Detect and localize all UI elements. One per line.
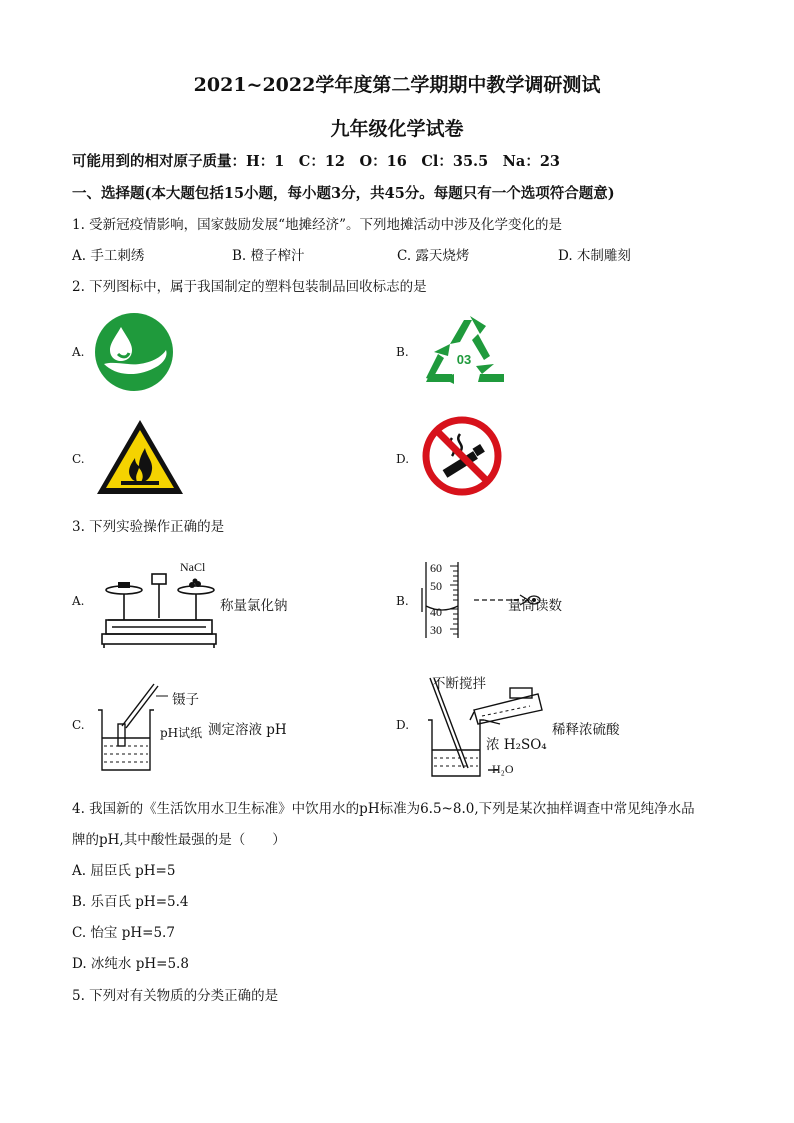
water-saving-icon [94, 312, 174, 392]
paper-title: 2021~2022学年度第二学期期中教学调研测试 [193, 74, 601, 96]
q1-option-b: B. 橙子榨汁 [232, 248, 305, 264]
cylinder-tick-40: 40 [430, 605, 442, 619]
balance-scale-diagram [98, 568, 218, 650]
q1-option-a: A. 手工刺绣 [72, 248, 145, 264]
cylinder-tick-30: 30 [430, 623, 442, 637]
q2-label-d: D. [396, 452, 410, 466]
q4-option-c: C. 怡宝 pH=5.7 [72, 925, 175, 941]
plastic-recycle-icon [420, 312, 508, 390]
q3-d-stir-label: 不断搅拌 [432, 676, 486, 692]
cylinder-tick-60: 60 [430, 561, 442, 575]
q3-label-a: A. [72, 594, 85, 608]
ph-test-beaker-diagram [94, 680, 164, 776]
q3-d-acid-label: 浓 H₂SO₄ [486, 737, 547, 753]
q3-c-caption: 测定溶液 pH [208, 722, 287, 738]
q3-d-water-label: H₂O [492, 762, 514, 776]
q2-stem: 2. 下列图标中，属于我国制定的塑料包装制品回收标志的是 [72, 279, 427, 295]
q3-label-b: B. [396, 594, 409, 608]
flammable-warning-icon [95, 418, 185, 496]
atomic-masses: 可能用到的相对原子质量：H：1 C：12 O：16 Cl：35.5 Na：23 [72, 153, 561, 170]
q3-c-tweezers-label: 镊子 [172, 692, 199, 708]
paper-subtitle: 九年级化学试卷 [330, 118, 464, 140]
q1-option-d: D. 木制雕刻 [558, 248, 631, 264]
q3-a-nacl-label: NaCl [180, 560, 206, 574]
q1-stem: 1. 受新冠疫情影响，国家鼓励发展“地摊经济”。下列地摊活动中涉及化学变化的是 [72, 217, 562, 233]
q4-option-a: A. 屈臣氏 pH=5 [72, 863, 176, 879]
q2-label-b: B. [396, 345, 409, 359]
q3-c-paper-label: pH试纸 [160, 726, 203, 740]
q3-d-caption: 稀释浓硫酸 [552, 722, 620, 738]
q3-b-caption: 量筒读数 [508, 598, 562, 614]
cylinder-tick-50: 50 [430, 579, 442, 593]
q2-label-a: A. [72, 345, 85, 359]
q4-option-d: D. 冰纯水 pH=5.8 [72, 956, 189, 972]
q5-stem: 5. 下列对有关物质的分类正确的是 [72, 988, 279, 1004]
no-smoking-icon [422, 416, 502, 496]
q3-label-c: C. [72, 718, 85, 732]
q4-stem-line2: 牌的pH,其中酸性最强的是（ ） [72, 832, 286, 848]
q3-label-d: D. [396, 718, 410, 732]
q2-label-c: C. [72, 452, 85, 466]
q1-option-c: C. 露天烧烤 [397, 248, 470, 264]
q3-a-caption: 称量氯化钠 [220, 598, 288, 614]
section-heading: 一、选择题(本大题包括15小题，每小题3分，共45分。每题只有一个选项符合题意) [72, 185, 615, 202]
q4-stem-line1: 4. 我国新的《生活饮用水卫生标准》中饮用水的pH标准为6.5~8.0,下列是某次抽样调查中常见纯净水品 [72, 801, 695, 817]
q3-stem: 3. 下列实验操作正确的是 [72, 519, 225, 535]
recycle-code: 03 [456, 352, 472, 367]
q4-option-b: B. 乐百氏 pH=5.4 [72, 894, 189, 910]
